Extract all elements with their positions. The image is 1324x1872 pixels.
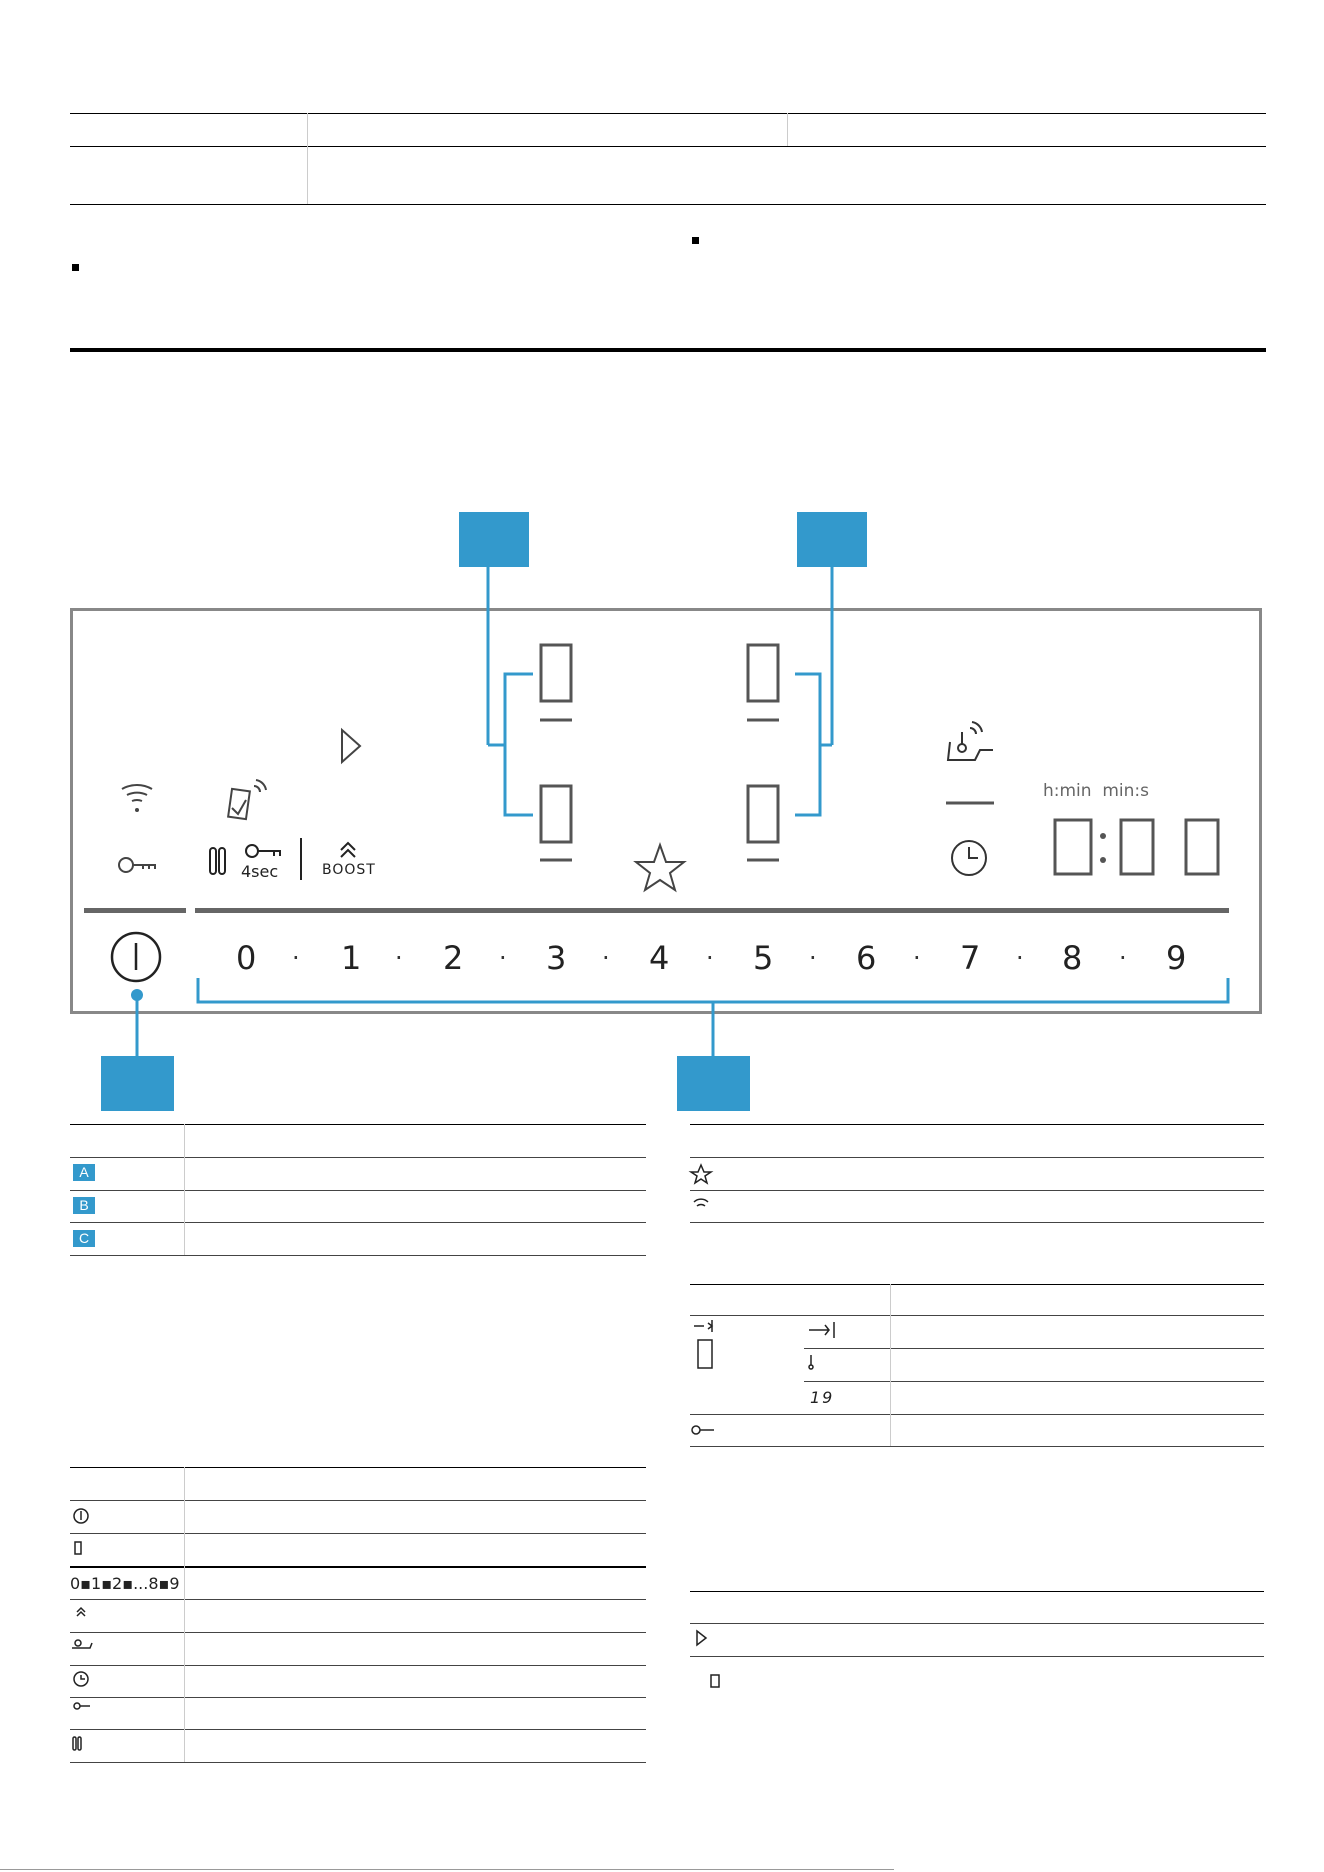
lock-duration-label: 4sec (241, 862, 279, 881)
timer-digit (1121, 820, 1153, 874)
power-level-2[interactable]: 2 (443, 939, 464, 977)
legend-right-rule-3 (690, 1623, 1264, 1624)
power-level-4[interactable]: 4 (649, 939, 670, 977)
scale-dot: · (395, 944, 403, 972)
legend-power-levels-text: 0▪1▪2▪...8▪9 (70, 1574, 180, 1593)
legend-right-rule-2 (690, 1315, 1264, 1316)
legend-boost-icon (77, 1608, 85, 1616)
legend-col-divider (184, 1124, 185, 1255)
callout-dot-C (131, 989, 143, 1001)
timer-unit-label: h:min min:s (1043, 781, 1150, 801)
callout-bracket-B (795, 674, 820, 815)
scale-dot: · (292, 944, 300, 972)
legend-left-rule-2 (70, 1533, 646, 1534)
power-level-6[interactable]: 6 (856, 939, 877, 977)
power-level-1[interactable]: 1 (341, 939, 362, 977)
legend-key-4sec-icon (74, 1703, 80, 1709)
legend-right-rule (690, 1190, 1264, 1191)
legend-right-rule (690, 1124, 1264, 1125)
remote-start-icon (228, 780, 266, 819)
legend-left-rule-2 (70, 1467, 646, 1468)
child-lock-key-icon (119, 858, 155, 872)
legend-left-rule-2 (70, 1599, 646, 1600)
scale-dot: · (499, 944, 507, 972)
legend-key-icon (692, 1426, 700, 1434)
wipe-protection-icon (210, 848, 225, 874)
legend-col-divider (184, 1467, 185, 1762)
legend-star-icon (691, 1165, 711, 1183)
power-button-icon (112, 933, 160, 981)
power-level-3[interactable]: 3 (546, 939, 567, 977)
legend-col-divider (890, 1284, 891, 1446)
power-level-7[interactable]: 7 (960, 939, 981, 977)
scale-dot: · (1119, 944, 1127, 972)
legend-play-icon (697, 1631, 706, 1645)
legend-left-rule (70, 1222, 646, 1223)
timer-digit (1055, 820, 1091, 874)
power-level-8[interactable]: 8 (1062, 939, 1083, 977)
boost-icon (341, 843, 355, 857)
legend-left-rule (70, 1124, 646, 1125)
legend-right-rule-2 (804, 1381, 1264, 1382)
legend-badge-C: C (73, 1230, 95, 1247)
power-level-5[interactable]: 5 (753, 939, 774, 977)
display-digit-rear-right (748, 645, 778, 701)
legend-left-rule-2 (70, 1762, 646, 1763)
timer-digit (1186, 820, 1218, 874)
scale-dot: · (809, 944, 817, 972)
scale-dot: · (913, 944, 921, 972)
legend-right-rule-3 (690, 1656, 1264, 1657)
lock-4sec-key-icon (246, 845, 280, 857)
legend-left-rule (70, 1157, 646, 1158)
legend-hob-display-icon (698, 1340, 712, 1368)
legend-right-rule-2 (690, 1284, 1264, 1285)
legend-badge-B: B (73, 1197, 95, 1214)
legend-remote-icon (711, 1675, 719, 1687)
legend-left-rule-2 (70, 1566, 646, 1568)
frying-sensor-icon (948, 722, 993, 760)
legend-right-rule-2 (804, 1348, 1264, 1349)
footer-rule (0, 1869, 894, 1870)
callout-bracket-A (505, 674, 533, 815)
legend-badge-A: A (73, 1164, 95, 1181)
legend-left-rule-2 (70, 1632, 646, 1633)
display-digit-front-left (541, 786, 571, 842)
legend-left-rule-2 (70, 1729, 646, 1730)
scale-dot: · (1016, 944, 1024, 972)
display-digit-front-right (748, 786, 778, 842)
legend-right-rule (690, 1157, 1264, 1158)
legend-left-rule-2 (70, 1665, 646, 1666)
legend-display-icon (75, 1542, 81, 1554)
favourite-star-icon (636, 845, 684, 890)
display-digit-rear-left (541, 645, 571, 701)
power-level-0[interactable]: 0 (236, 939, 257, 977)
legend-left-rule (70, 1255, 646, 1256)
legend-wifi-icon (694, 1199, 708, 1206)
scale-dot: · (602, 944, 610, 972)
legend-right-rule (690, 1222, 1264, 1223)
boost-label: BOOST (322, 862, 376, 878)
legend-left-rule-2 (70, 1500, 646, 1501)
legend-right-rule-3 (690, 1591, 1264, 1592)
legend-left-rule (70, 1190, 646, 1191)
wifi-icon (122, 785, 152, 801)
legend-transfer-icon (809, 1322, 834, 1338)
power-level-9[interactable]: 9 (1166, 939, 1187, 977)
scale-dot: · (706, 944, 714, 972)
legend-wipe-icon (73, 1737, 76, 1750)
legend-left-rule-2 (70, 1697, 646, 1698)
legend-right-rule-2 (690, 1414, 1264, 1415)
legend-right-rule-2 (690, 1446, 1264, 1447)
play-icon (342, 730, 360, 762)
callout-bracket-D (198, 978, 1228, 1002)
legend-timer-value: 19 (810, 1388, 835, 1407)
